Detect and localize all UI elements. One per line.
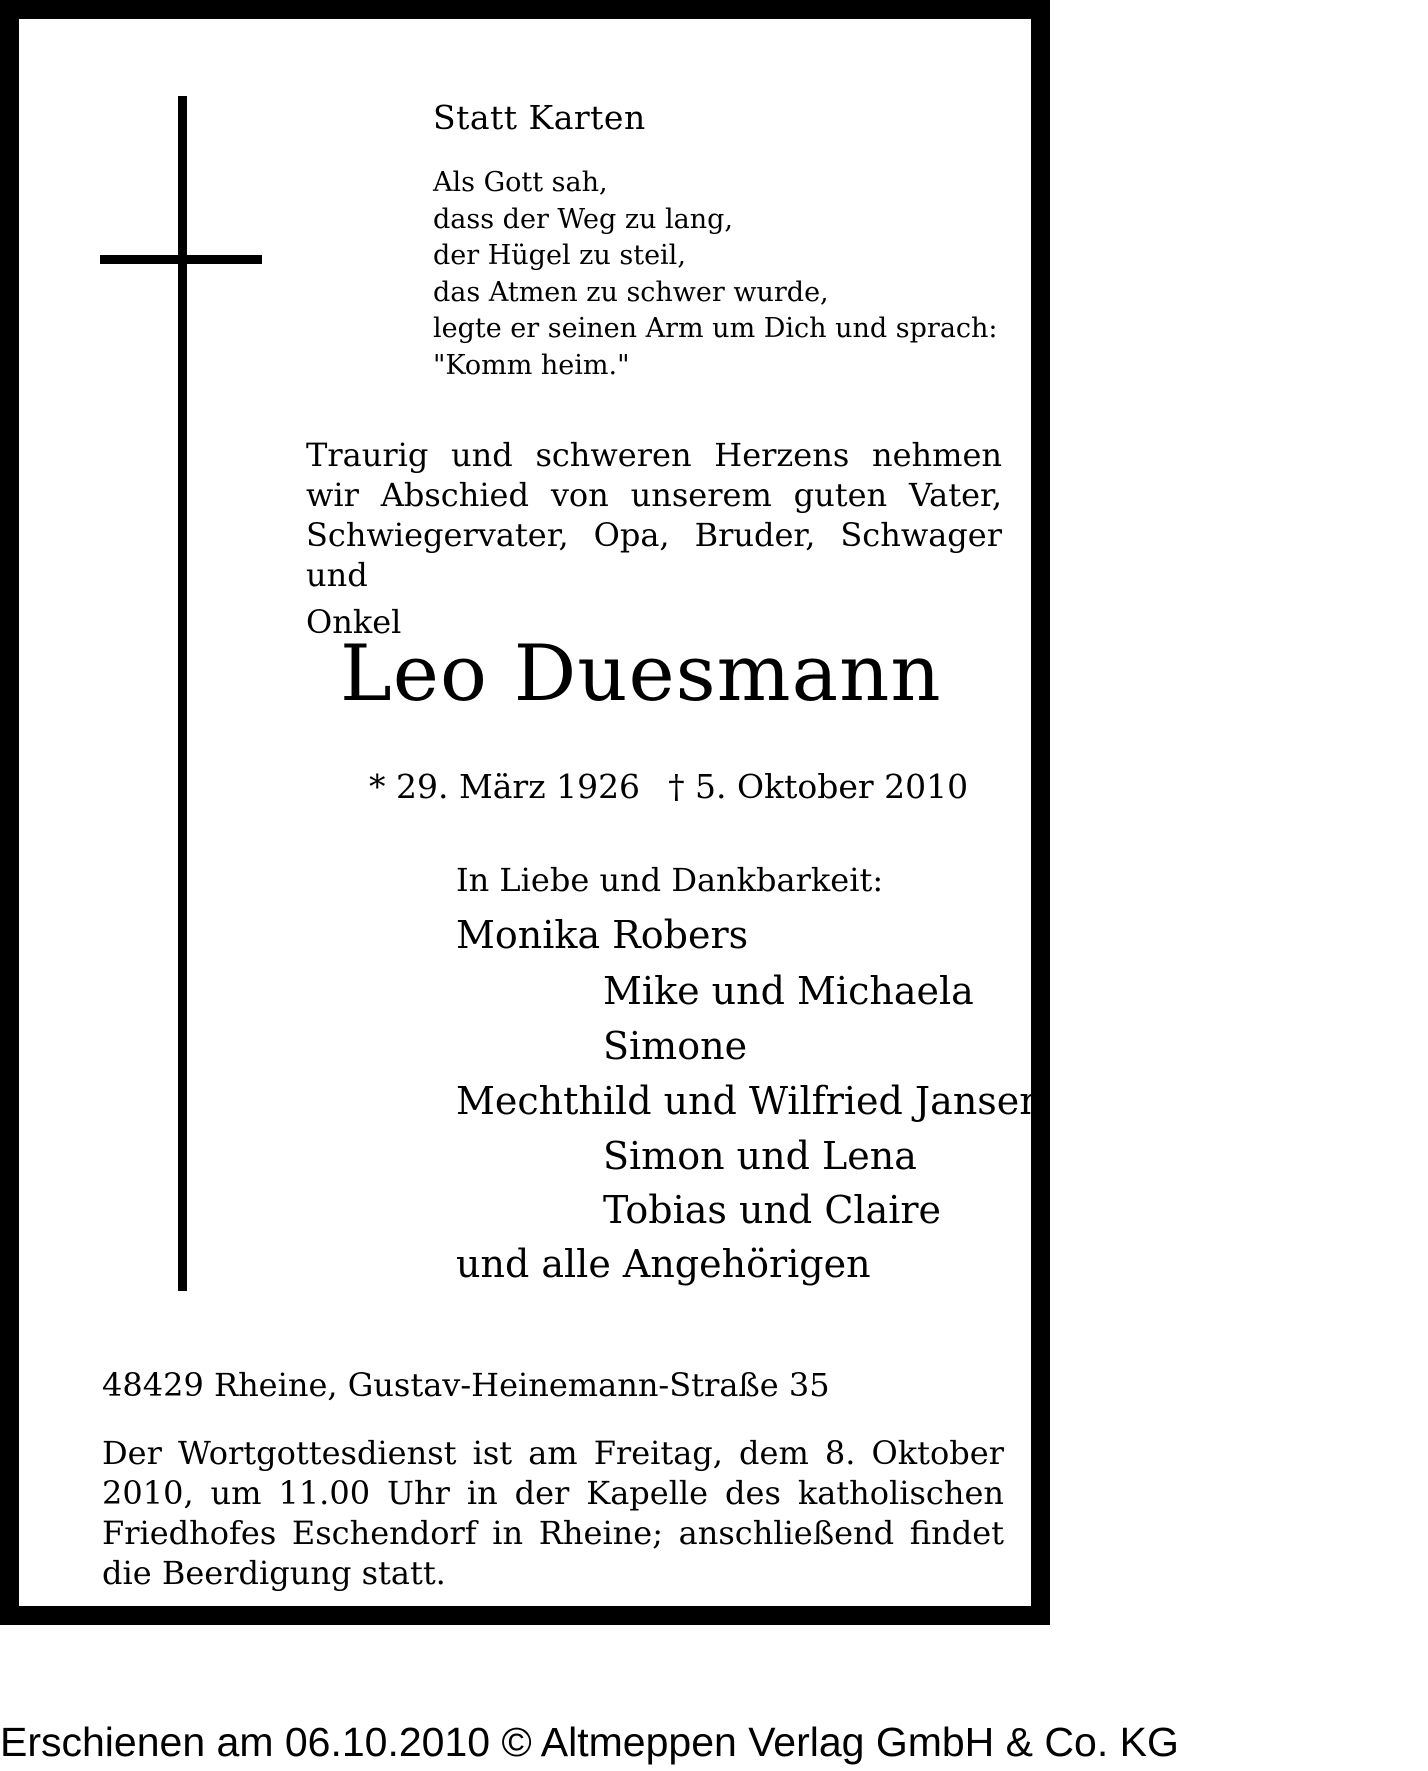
mourner-name: Simone <box>603 1024 748 1068</box>
cross-icon-vertical-bar <box>178 96 187 1291</box>
life-dates <box>369 767 968 806</box>
deceased-name: Leo Duesmann <box>340 629 942 719</box>
mourner-name: Mike und Michaela <box>603 969 974 1013</box>
poem-line: der Hügel zu steil, <box>433 240 686 271</box>
mourner-name: und alle Angehörigen <box>456 1242 871 1286</box>
mourner-name: Tobias und Claire <box>603 1188 942 1232</box>
poem-line: das Atmen zu schwer wurde, <box>433 276 829 308</box>
mourner-name: Simon und Lena <box>603 1134 917 1178</box>
poem-line: "Komm heim." <box>433 349 630 381</box>
poem-line: legte er seinen Arm um Dich und sprach: <box>433 313 998 344</box>
mourner-name: Monika Robers <box>456 913 749 957</box>
poem-line: Als Gott sah, <box>433 167 608 198</box>
cross-icon-horizontal-bar <box>100 255 262 264</box>
death-date: † 5. Oktober 2010 <box>668 767 969 806</box>
mourner-name: Mechthild und Wilfried Jansen <box>456 1079 1044 1123</box>
birth-date: * 29. März 1926 <box>369 767 641 806</box>
address: 48429 Rheine, Gustav-Heinemann-Straße 35 <box>102 1366 830 1404</box>
publication-footer: Erschienen am 06.10.2010 © Altmeppen Verlag GmbH & Co. KG <box>0 1719 1179 1765</box>
poem-line: dass der Weg zu lang, <box>433 203 734 235</box>
intro-text: Traurig und schweren Herzens nehmen wir Abschied von unserem guten Vater, Schwiegervater, Opa, Bruder, Schwager und <box>306 436 1002 594</box>
service-announcement: Der Wortgottesdienst ist am Freitag, dem 8. Oktober 2010, um 11.00 Uhr in der Kapelle des katholischen Friedhofes Eschendorf in Rheine; anschließend findet die Beerdigung statt. <box>102 1434 1004 1592</box>
header-statt-karten: Statt Karten <box>433 98 646 137</box>
mourners-intro: In Liebe und Dankbarkeit: <box>456 861 884 899</box>
intro-paragraph <box>306 435 1002 642</box>
intro-last-word: Onkel <box>306 603 402 641</box>
poem <box>433 165 998 384</box>
